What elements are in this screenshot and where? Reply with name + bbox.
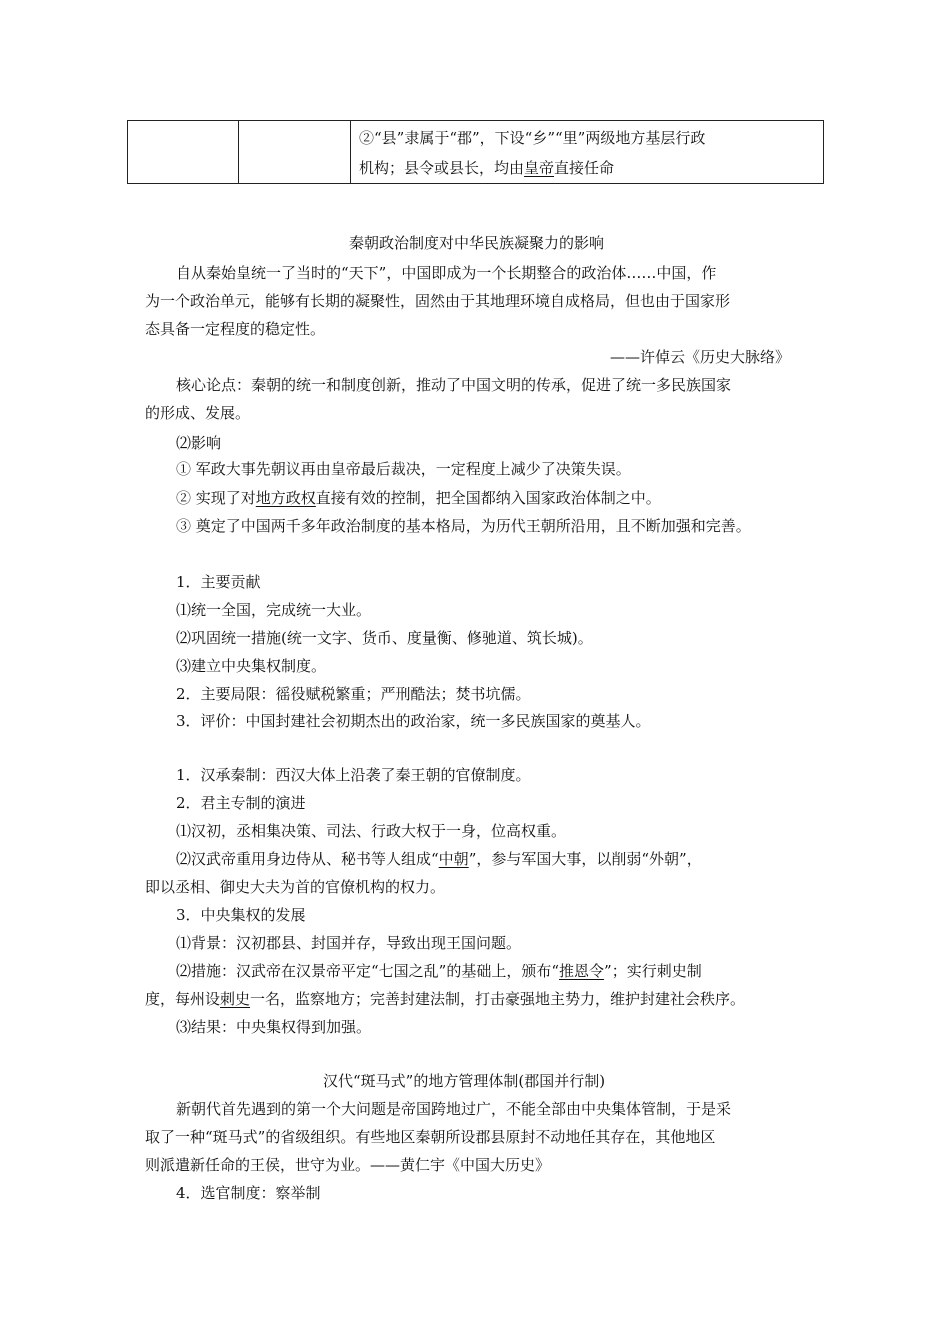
table-row — [128, 121, 824, 184]
influence-heading: ⑵影响 — [176, 434, 222, 452]
han-bullet-2-a: ⑵措施：汉武帝在汉景帝平定“七国之乱”的基础上，颁布“ — [176, 962, 560, 980]
cell-line-2-underlined: 皇帝 — [524, 159, 555, 177]
han-heading-1: 1．汉承秦制：西汉大体上沿袭了秦王朝的官僚制度。 — [176, 766, 531, 784]
qsh-sub-1: ⑴统一全国，完成统一大业。 — [176, 601, 372, 619]
han-sub-2-a: ⑵汉武帝重用身边侍从、秘书等人组成“ — [176, 850, 439, 868]
qin-quote-line-1: 自从秦始皇统一了当时的“天下”，中国即成为一个长期整合的政治体……中国，作 — [176, 264, 717, 282]
han-bullet-3: ⑶结果：中央集权得到加强。 — [176, 1018, 372, 1036]
influence-item-2-underlined: 地方政权 — [255, 489, 316, 507]
core-argument-line-1: 核心论点：秦朝的统一和制度创新，推动了中国文明的传承，促进了统一多民族国家 — [176, 376, 732, 394]
han-sub-1: ⑴汉初，丞相集决策、司法、行政大权于一身，位高权重。 — [176, 822, 567, 840]
table-cell-text — [351, 121, 824, 184]
zebra-quote-line-2: 取了一种“斑马式”的省级组织。有些地区秦朝所设郡县原封不动地任其存在，其他地区 — [145, 1128, 716, 1146]
table-cell-empty-2 — [239, 121, 351, 184]
zebra-quote-line-3: 则派遣新任命的王侯，世守为业。——黄仁宇《中国大历史》 — [145, 1156, 551, 1174]
influence-item-1: ① 军政大事先朝议再由皇帝最后裁决，一定程度上减少了决策失误。 — [176, 460, 631, 478]
influence-item-2-a: ② 实现了对 — [176, 489, 256, 507]
han-bullet-2-underlined-2: 刺史 — [220, 990, 251, 1008]
han-bullet-2-c: 度，每州设 — [145, 990, 221, 1008]
cell-line-1: ②“县”隶属于“郡”，下设“乡”“里”两级地方基层行政 — [359, 129, 706, 147]
zebra-box-title: 汉代“斑马式”的地方管理体制(郡国并行制) — [323, 1072, 606, 1090]
han-sub-2-cont: 即以丞相、御史大夫为首的官僚机构的权力。 — [145, 878, 446, 896]
han-heading-2: 2．君主专制的演进 — [176, 794, 306, 812]
core-argument-line-2: 的形成、发展。 — [145, 404, 251, 422]
han-sub-2 — [176, 845, 702, 873]
qsh-heading-3: 3．评价：中国封建社会初期杰出的政治家，统一多民族国家的奠基人。 — [176, 712, 651, 730]
qin-quote-source: ——许倬云《历史大脉络》 — [610, 348, 791, 366]
selection-heading: 4．选官制度：察举制 — [176, 1184, 321, 1202]
influence-item-2-b: 直接有效的控制，把全国都纳入国家政治体制之中。 — [315, 489, 661, 507]
han-bullet-1: ⑴背景：汉初郡县、封国并存，导致出现王国问题。 — [176, 934, 522, 952]
cell-line-2a: 机构；县令或县长，均由 — [359, 159, 525, 177]
qsh-heading-1: 1．主要贡献 — [176, 573, 261, 591]
han-bullet-2-b: ”；实行刺史制 — [604, 962, 702, 980]
cell-line-2b: 直接任命 — [554, 159, 615, 177]
influence-item-3: ③ 奠定了中国两千多年政治制度的基本格局，为历代王朝所沿用，且不断加强和完善。 — [176, 517, 751, 535]
qsh-heading-2: 2．主要局限：徭役赋税繁重；严刑酷法；焚书坑儒。 — [176, 685, 531, 703]
han-bullet-2-underlined: 推恩令 — [559, 962, 605, 980]
table-cell-empty-1 — [128, 121, 239, 184]
zebra-quote-line-1: 新朝代首先遇到的第一个大问题是帝国跨地过广，不能全部由中央集体管制，于是采 — [176, 1100, 732, 1118]
qsh-sub-3: ⑶建立中央集权制度。 — [176, 657, 327, 675]
continuation-table — [127, 120, 824, 184]
han-sub-2-underlined: 中朝 — [438, 850, 469, 868]
han-bullet-2 — [176, 957, 702, 985]
qsh-sub-2: ⑵巩固统一措施(统一文字、货币、度量衡、修驰道、筑长城)。 — [176, 629, 593, 647]
han-sub-2-b: ”，参与军国大事，以削弱“外朝”， — [468, 850, 702, 868]
han-bullet-2-cont — [145, 985, 745, 1013]
influence-item-2 — [176, 484, 661, 512]
qin-box-title: 秦朝政治制度对中华民族凝聚力的影响 — [349, 234, 605, 252]
qin-quote-line-3: 态具备一定程度的稳定性。 — [145, 320, 326, 338]
qin-quote-line-2: 为一个政治单元，能够有长期的凝聚性，固然由于其地理环境自成格局，但也由于国家形 — [145, 292, 731, 310]
han-heading-3: 3．中央集权的发展 — [176, 906, 306, 924]
han-bullet-2-d: 一名，监察地方；完善封建法制，打击豪强地主势力，维护封建社会秩序。 — [250, 990, 746, 1008]
